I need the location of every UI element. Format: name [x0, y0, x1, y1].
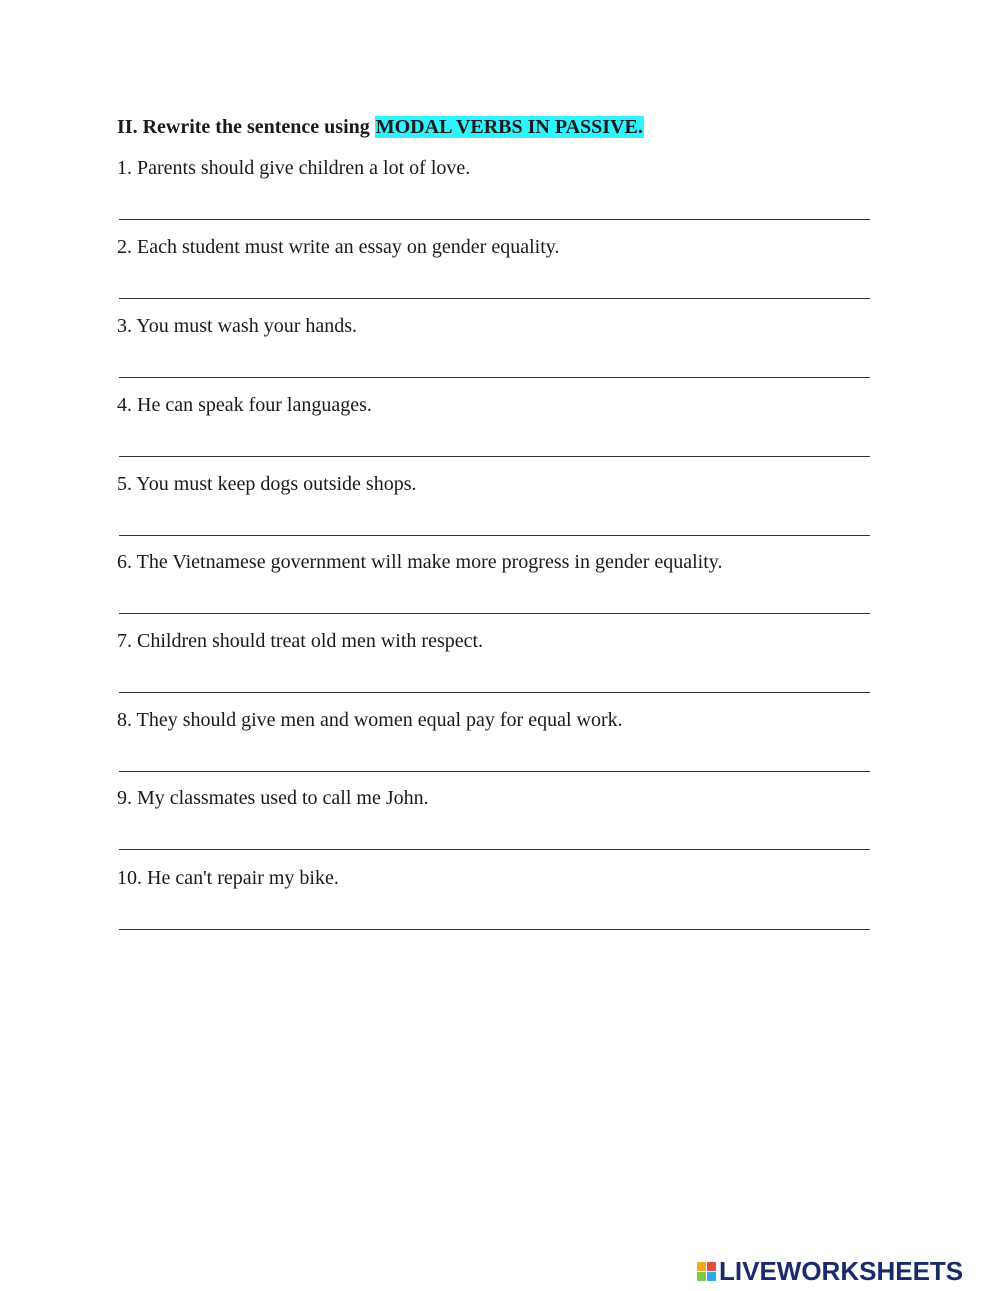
heading-highlight: MODAL VERBS IN PASSIVE.: [375, 116, 643, 138]
exercise-4-prompt: 4. He can speak four languages.: [117, 394, 372, 416]
exercise-2-prompt: 2. Each student must write an essay on gender equality.: [117, 236, 560, 258]
logo-block: [707, 1272, 716, 1281]
exercise-3-prompt: 3. You must wash your hands.: [117, 315, 358, 337]
exercise-5-answer-line[interactable]: [119, 535, 870, 536]
section-heading: [117, 116, 644, 139]
liveworksheets-logo: [697, 1256, 963, 1286]
exercise-1-answer-line[interactable]: [119, 219, 870, 220]
exercise-4-answer-line[interactable]: [119, 456, 870, 457]
exercise-6-answer-line[interactable]: [119, 613, 870, 614]
exercise-10-prompt: 10. He can't repair my bike.: [117, 867, 339, 889]
exercise-8-answer-line[interactable]: [119, 771, 870, 772]
exercise-7-prompt: 7. Children should treat old men with respect.: [117, 630, 484, 652]
exercise-7-answer-line[interactable]: [119, 692, 870, 693]
exercise-10-answer-line[interactable]: [119, 929, 870, 930]
exercise-9-prompt: 9. My classmates used to call me John.: [117, 787, 429, 809]
exercise-3-answer-line[interactable]: [119, 377, 870, 378]
exercise-5-prompt: 5. You must keep dogs outside shops.: [117, 473, 417, 495]
logo-text: LIVEWORKSHEETS: [719, 1256, 964, 1286]
heading-prefix: II. Rewrite the sentence using: [117, 116, 370, 138]
exercise-8-prompt: 8. They should give men and women equal pay for equal work.: [117, 709, 623, 731]
exercise-2-answer-line[interactable]: [119, 298, 870, 299]
exercise-6-prompt: 6. The Vietnamese government will make more progress in gender equality.: [117, 551, 723, 573]
logo-blocks-icon: [697, 1262, 716, 1281]
exercise-9-answer-line[interactable]: [119, 849, 870, 850]
logo-block: [697, 1272, 706, 1281]
logo-block: [697, 1262, 706, 1271]
exercise-1-prompt: 1. Parents should give children a lot of love.: [117, 157, 471, 179]
logo-block: [707, 1262, 716, 1271]
